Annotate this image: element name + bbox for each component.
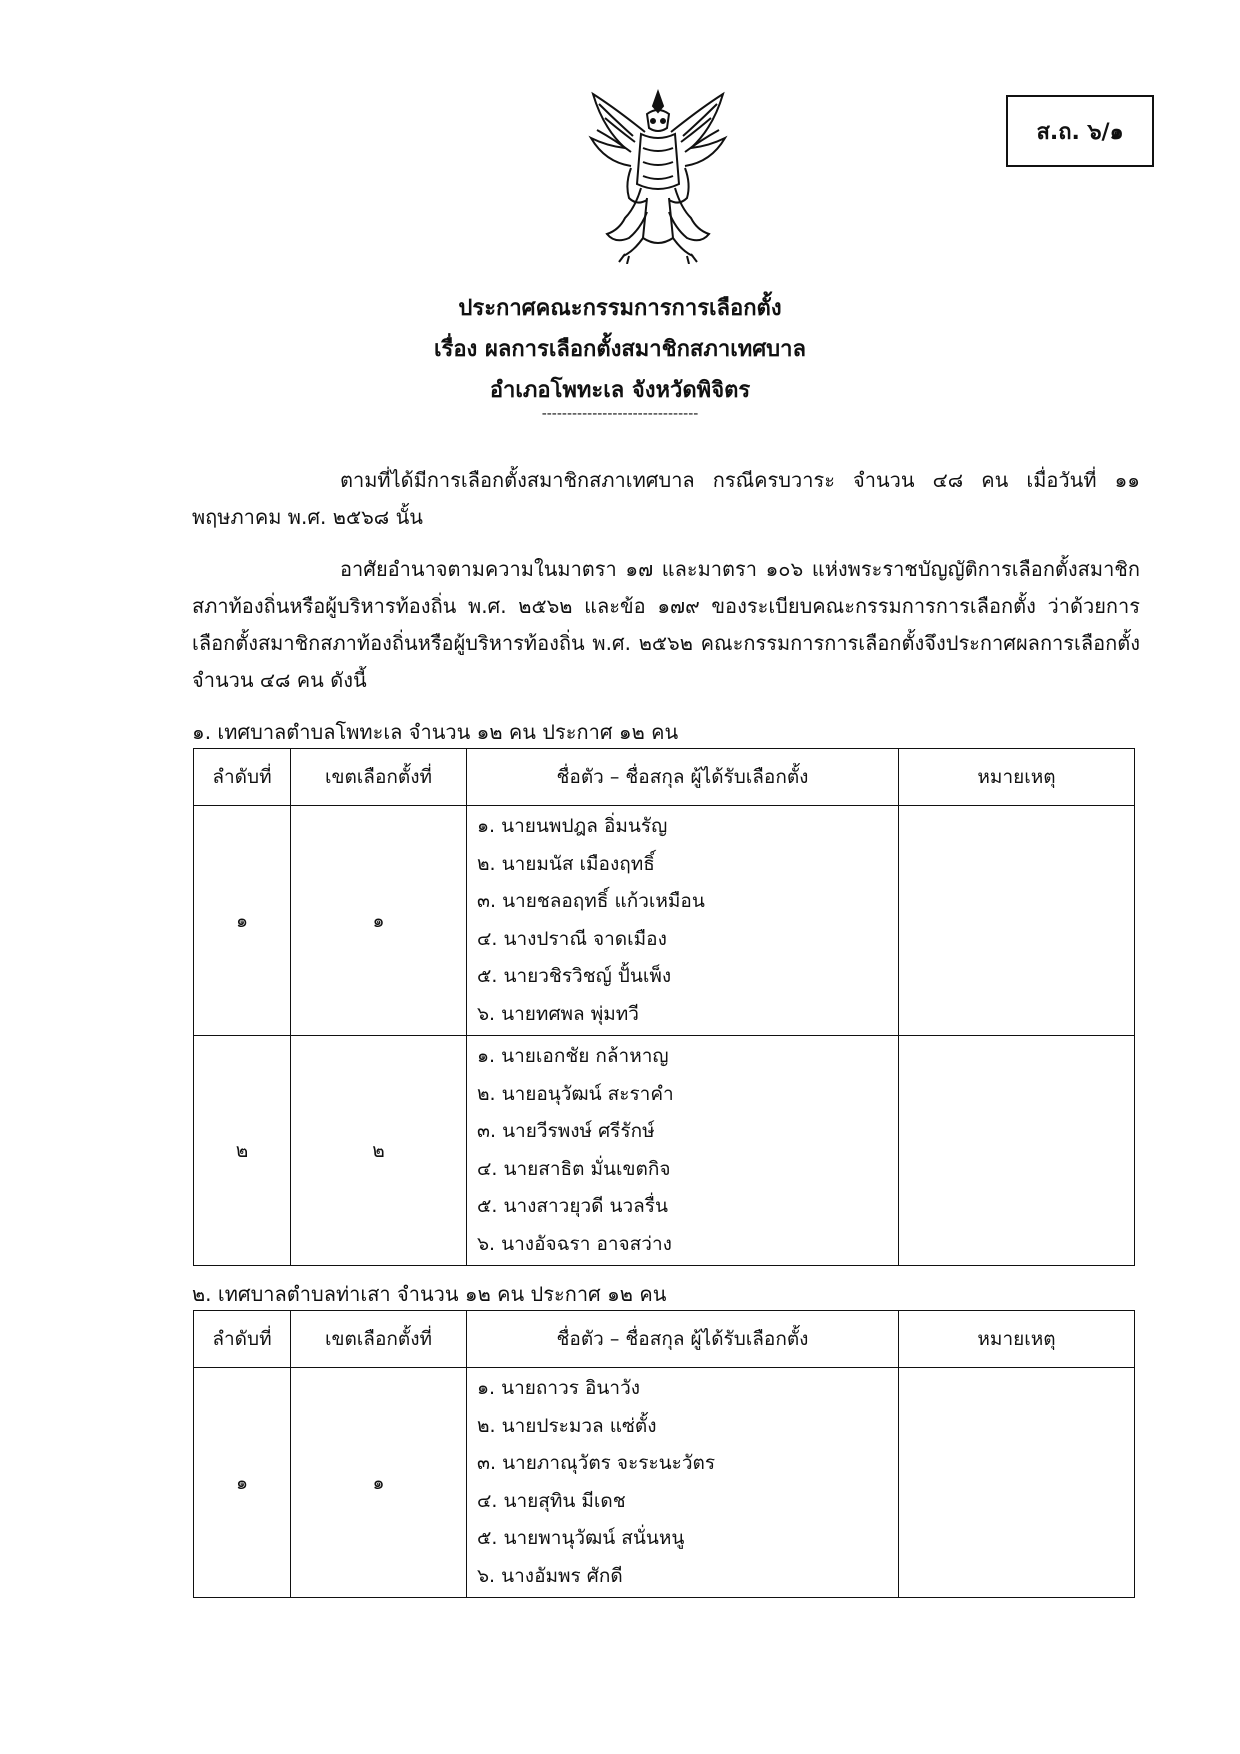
header-district: เขตเลือกตั้งที่ xyxy=(291,1311,467,1368)
cell-district: ๒ xyxy=(291,1036,467,1266)
table-row xyxy=(194,1368,1135,1598)
elected-name: ๓. นายภาณุวัตร จะระนะวัตร xyxy=(477,1452,716,1474)
cell-order: ๑ xyxy=(194,806,291,1036)
elected-name: ๒. นายประมวล แซ่ตั้ง xyxy=(477,1414,657,1437)
elected-name: ๖. นางอัมพร ศักดี xyxy=(477,1564,623,1587)
elected-name: ๓. นายวีรพงษ์ ศรีรักษ์ xyxy=(477,1120,655,1142)
cell-names xyxy=(467,806,899,1036)
table-row xyxy=(194,806,1135,1036)
garuda-emblem-icon xyxy=(585,88,731,264)
header-remark: หมายเหตุ xyxy=(899,749,1135,806)
elected-name: ๔. นายสาธิต มั่นเขตกิจ xyxy=(477,1157,671,1180)
elected-name: ๒. นายมนัส เมืองฤทธิ์ xyxy=(477,852,655,875)
header-remark: หมายเหตุ xyxy=(899,1311,1135,1368)
elected-name: ๔. นางปราณี จาดเมือง xyxy=(477,927,667,950)
elected-name: ๔. นายสุทิน มีเดช xyxy=(477,1489,626,1512)
section-title: ๑. เทศบาลตำบลโพทะเล จำนวน ๑๒ คน ประกาศ ๑๒ คน xyxy=(192,720,679,744)
cell-remark xyxy=(899,806,1135,1036)
elected-name: ๕. นายวชิรวิชญ์ ปั้นเพ็ง xyxy=(477,965,672,987)
document-code-box xyxy=(1006,95,1154,167)
table-header-row xyxy=(194,1311,1135,1368)
header-names: ชื่อตัว – ชื่อสกุล ผู้ได้รับเลือกตั้ง xyxy=(467,749,899,806)
elected-name: ๕. นายพานุวัฒน์ สนั่นหนู xyxy=(477,1527,685,1549)
cell-remark xyxy=(899,1036,1135,1266)
header-order: ลำดับที่ xyxy=(194,749,291,806)
elected-name: ๓. นายชลอฤทธิ์ แก้วเหมือน xyxy=(477,890,705,912)
cell-remark xyxy=(899,1368,1135,1598)
heading-divider: ------------------------------- xyxy=(541,406,699,422)
elected-name: ๕. นางสาวยุวดี นวลรื่น xyxy=(477,1195,669,1217)
intro-paragraph-text: ตามที่ได้มีการเลือกตั้งสมาชิกสภาเทศบาล กรณีครบวาระ จำนวน ๔๘ คน เมื่อวันที่ ๑๑ พฤษภาคม พ.ศ. ๒๕๖๘ นั้น xyxy=(192,468,1140,529)
elected-name: ๑. นายเอกชัย กล้าหาญ xyxy=(477,1045,669,1067)
section-title: ๒. เทศบาลตำบลท่าเสา จำนวน ๑๒ คน ประกาศ ๑๒ คน xyxy=(192,1282,667,1306)
announcement-subject: เรื่อง ผลการเลือกตั้งสมาชิกสภาเทศบาล xyxy=(434,337,806,362)
cell-order: ๒ xyxy=(194,1036,291,1266)
authority-paragraph xyxy=(192,551,1140,699)
elected-name: ๑. นายนพปฎล อิ่มนรัญ xyxy=(477,815,668,837)
elected-name: ๑. นายถาวร อินาวัง xyxy=(477,1377,641,1399)
results-table xyxy=(193,748,1135,1266)
announcement-location: อำเภอโพทะเล จังหวัดพิจิตร xyxy=(489,378,751,403)
cell-district: ๑ xyxy=(291,806,467,1036)
cell-names xyxy=(467,1036,899,1266)
results-table xyxy=(193,1310,1135,1598)
cell-district: ๑ xyxy=(291,1368,467,1598)
elected-name: ๒. นายอนุวัฒน์ สะราคำ xyxy=(477,1082,674,1105)
announcement-title: ประกาศคณะกรรมการการเลือกตั้ง xyxy=(458,296,782,321)
header-district: เขตเลือกตั้งที่ xyxy=(291,749,467,806)
elected-name: ๖. นายทศพล พุ่มทวี xyxy=(477,1002,639,1025)
table-row xyxy=(194,1036,1135,1266)
table-header-row xyxy=(194,749,1135,806)
authority-paragraph-text: อาศัยอำนาจตามความในมาตรา ๑๗ และมาตรา ๑๐๖ แห่งพระราชบัญญัติการเลือกตั้งสมาชิกสภาท้องถิ่นหรือผู้บริหารท้องถิ่น พ.ศ. ๒๕๖๒ และข้อ ๑๗๙ ของระเบียบคณะกรรมการการเลือกตั้ง ว่าด้วยการเลือกตั้งสมาชิกสภาท้องถิ่นหรือผู้บริหารท้องถิ่น พ.ศ. ๒๕๖๒ คณะกรรมการการเลือกตั้งจึงประกาศผลการเลือกตั้ง จำนวน ๔๘ คน ดังนี้ xyxy=(192,557,1140,692)
elected-name: ๖. นางอัจฉรา อาจสว่าง xyxy=(477,1232,672,1255)
cell-order: ๑ xyxy=(194,1368,291,1598)
document-code: ส.ถ. ๖/๑ xyxy=(1036,119,1124,145)
cell-names xyxy=(467,1368,899,1598)
header-order: ลำดับที่ xyxy=(194,1311,291,1368)
header-names: ชื่อตัว – ชื่อสกุล ผู้ได้รับเลือกตั้ง xyxy=(467,1311,899,1368)
intro-paragraph xyxy=(192,462,1140,536)
